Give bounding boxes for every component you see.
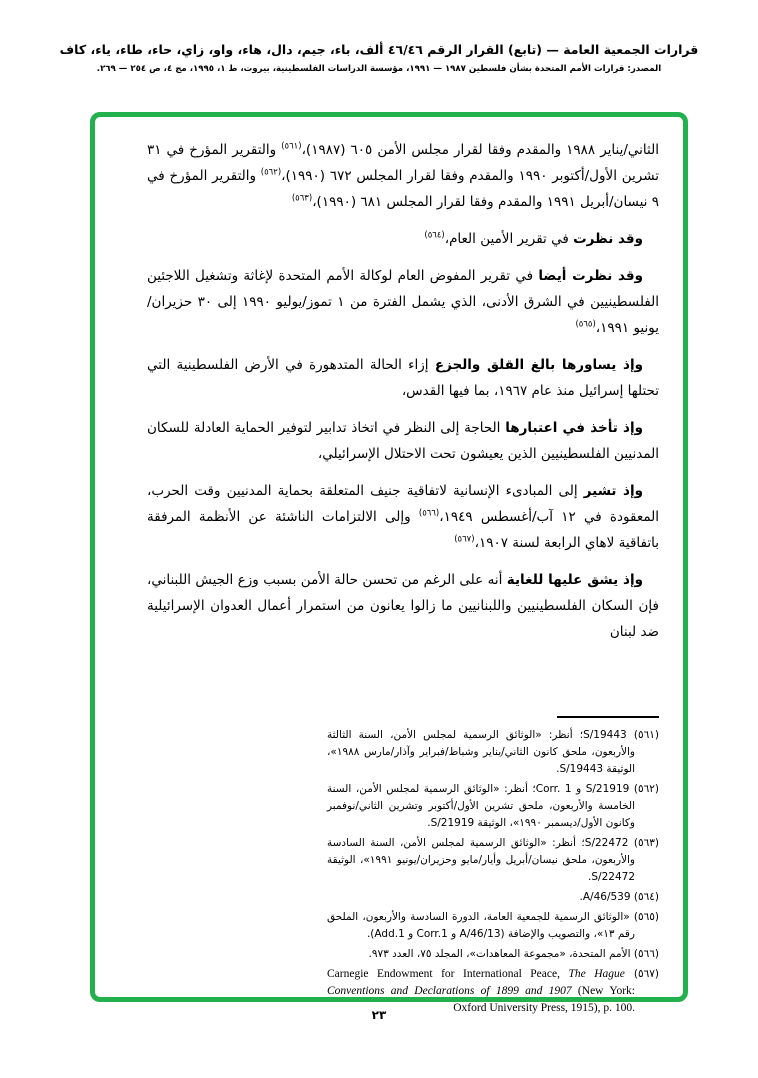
footnote-ref: (٥٦٥) (575, 319, 596, 330)
footnote-number: (٥٦٢) (629, 783, 659, 795)
paragraph: وقد نظرت في تقرير الأمين العام،$^{(٥٦٤)}$ (424, 230, 643, 247)
paragraph-lead: وإذ تأخذ في اعتبارها (505, 420, 644, 436)
footnote: (٥٦٤) A/46/539. (579, 891, 659, 903)
footnote-ref: (٥٦٢) (260, 167, 282, 178)
footnote-number: (٥٦٥) (629, 911, 659, 923)
paragraph: وإذ يشق عليها للغاية أنه على الرغم من تحسن حالة الأمن بسبب وزع الجيش اللبناني، فإن السكان الفلسطينيين واللبنانيين ما زالوا يعانون من استمرار أعمال العدوان الإسرائيلية ضد لبنان (147, 572, 659, 640)
footnote-ref: (٥٦٤) (424, 230, 445, 241)
header-title: قرارات الجمعية العامة — (تابع) القرار الرقم ٤٦/٤٦ ألف، باء، جيم، دال، هاء، واو، زاي، حاء، طاء، ياء، كاف (59, 42, 699, 57)
footnote-ref: (٥٦٣) (291, 193, 313, 204)
footnote: (٥٦٧) Carnegie Endowment for International Peace, The Hague Conventions and Declarations of 1899 and 1907 (New York: Oxford University Press, 1915), p. 100. (327, 968, 659, 1014)
footnote-number: (٥٦٦) (630, 948, 659, 960)
footnote-ref: (٥٦٦) (418, 508, 440, 519)
paragraph-lead: وقد نظرت أيضا (538, 268, 644, 284)
header-source: المصدر: قرارات الأمم المتحدة بشأن فلسطين ١٩٨٧ — ١٩٩١، مؤسسة الدراسات الفلسطينية، بيروت، ط ١، ١٩٩٥، مج ٤، ص ٢٥٤ — ٢٦٩. (96, 64, 662, 74)
paragraph: الثاني/يناير ١٩٨٨ والمقدم وفقا لقرار مجلس الأمن ٦٠٥ (١٩٨٧)،$^{(٥٦١)}$ والتقرير المؤرخ في ٣١ تشرين الأول/أكتوبر ١٩٩٠ والمقدم وفقا لقرار المجلس ٦٧٢ (١٩٩٠)،$^{(٥٦٢)}$ والتقرير المؤرخ في ٩ نيسان/أبريل ١٩٩١ والمقدم وفقا لقرار المجلس ٦٨١ (١٩٩٠)،$^{(٥٦٣)}$ (147, 141, 659, 210)
footnote-ref: (٥٦١) (281, 141, 302, 152)
footnote-number: (٥٦٣) (628, 837, 660, 849)
footnotes-list (327, 727, 659, 1017)
paragraph-lead: وإذ تشير (583, 483, 643, 499)
footnotes-section (327, 716, 659, 1020)
paragraph: وإذ يساورها بالغ القلق والجزع إزاء الحالة المتدهورة في الأرض الفلسطينية التي تحتلها إسرائيل منذ عام ١٩٦٧، بما فيها القدس، (147, 357, 659, 399)
paragraph: وإذ تأخذ في اعتبارها الحاجة إلى النظر في اتخاذ تدابير لتوفير الحماية العادلة للسكان المدنيين الفلسطينيين الذين يعيشون تحت الاحتلال الإسرائيلي، (147, 420, 659, 462)
paragraph: وإذ تشير إلى المبادىء الإنسانية لاتفاقية جنيف المتعلقة بحماية المدنيين وقت الحرب، المعقودة في ١٢ آب/أغسطس ١٩٤٩،$^{(٥٦٦)}$ وإلى الالتزامات الناشئة عن الأنظمة المرفقة باتفاقية لاهاي الرابعة لسنة ١٩٠٧،$^{(٥٦٧)}$ (147, 483, 660, 551)
green-frame (90, 112, 688, 1014)
paragraph: وقد نظرت أيضا في تقرير المفوض العام لوكالة الأمم المتحدة لإغاثة وتشغيل اللاجئين الفلسطينيين في الشرق الأدنى، الذي يشمل الفترة من ١ تموز/يوليو ١٩٩٠ إلى ٣٠ حزيران/يونيو ١٩٩١،$^{(٥٦٥)}$ (147, 268, 659, 336)
paragraph-lead: وقد نظرت (573, 231, 643, 247)
page-header (20, 42, 738, 74)
body-paragraphs (147, 137, 659, 656)
footnote: (٥٦٥) «الوثائق الرسمية للجمعية العامة، الدورة السادسة والأربعون، الملحق رقم ١٣»، والتصويب والإضافة (A/46/13 و Corr.1 و Add.1). (327, 911, 659, 940)
footnote-number: (٥٦٧) (624, 968, 659, 980)
footnote: (٥٦٢) S/21919 و Corr. 1؛ أنظر: «الوثائق الرسمية لمجلس الأمن، السنة الخامسة والأربعون، ملحق تشرين الأول/أكتوبر وتشرين الثاني/نوفمبر وكانون الأول/ديسمبر ١٩٩٠»، الوثيقة S/21919. (327, 783, 659, 829)
footnote: (٥٦٦) الأمم المتحدة، «مجموعة المعاهدات»، المجلد ٧٥، العدد ٩٧٣. (368, 948, 659, 960)
footnote-number: (٥٦١) (626, 729, 659, 741)
footnotes-separator (557, 716, 659, 718)
paragraph-lead: وإذ يساورها بالغ القلق والجزع (434, 357, 643, 373)
page-number: ٢٣ (371, 1008, 387, 1022)
paragraph-lead: وإذ يشق عليها للغاية (506, 572, 644, 588)
footnote: (٥٦١) S/19443؛ أنظر: «الوثائق الرسمية لمجلس الأمن، السنة الثالثة والأربعون، ملحق كانون الثاني/يناير وشباط/فبراير وآذار/مارس ١٩٨٨»، الوثيقة S/19443. (327, 729, 659, 775)
footnote: (٥٦٣) S/22472؛ أنظر: «الوثائق الرسمية لمجلس الأمن، السنة السادسة والأربعون، ملحق نيسان/أبريل وأيار/مايو وحزيران/يونيو ١٩٩١»، الوثيقة S/22472. (327, 837, 660, 883)
footnote-ref: (٥٦٧) (454, 534, 475, 545)
footnote-number: (٥٦٤) (630, 891, 659, 903)
